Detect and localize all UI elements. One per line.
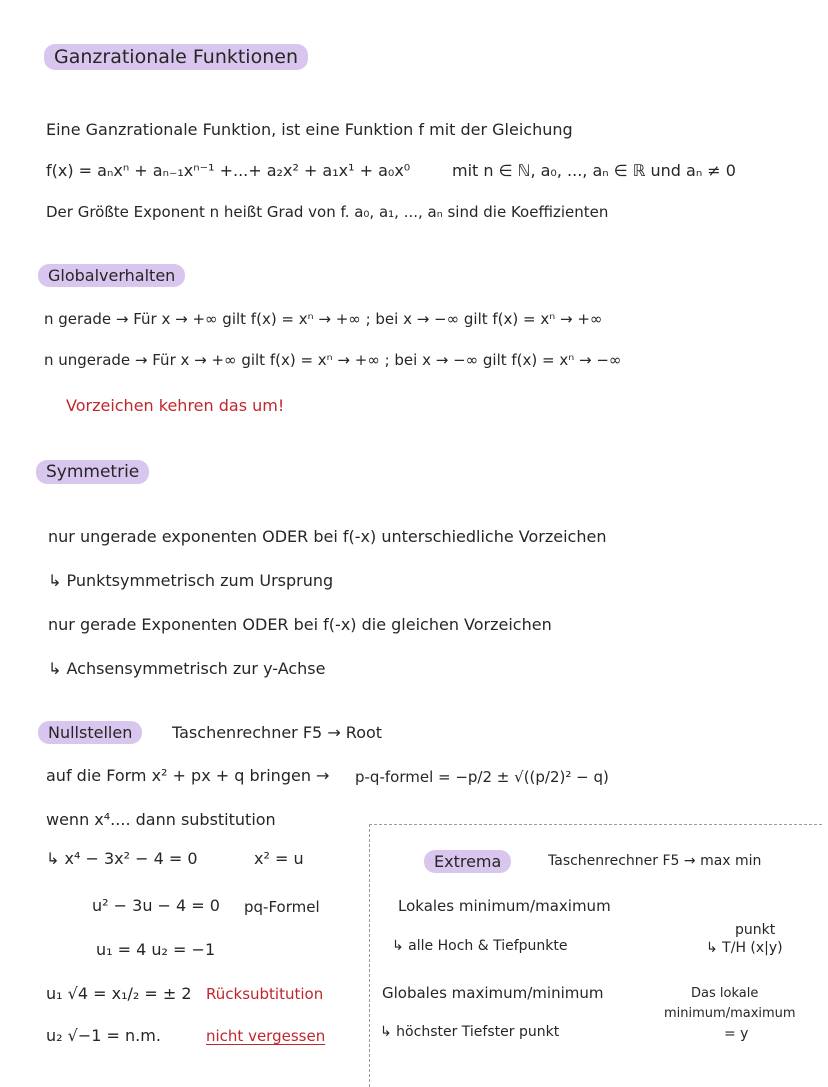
formula-condition: mit n ∈ ℕ, a₀, ..., aₙ ∈ ℝ und aₙ ≠ 0 xyxy=(452,161,736,180)
sign-note: Vorzeichen kehren das um! xyxy=(66,396,285,415)
global-odd-line: n ungerade → Für x → +∞ gilt f(x) = xⁿ → +∞ ; bei x → −∞ gilt f(x) = xⁿ → −∞ xyxy=(44,351,622,369)
extrema-heading: Extrema xyxy=(424,850,511,873)
zeros-reminder-note: nicht vergessen xyxy=(206,1027,326,1045)
zeros-roots: u₁ = 4 u₂ = −1 xyxy=(96,940,216,959)
intro-text: Eine Ganzrationale Funktion, ist eine Funktion f mit der Gleichung xyxy=(46,120,573,139)
page-title: Ganzrationale Funktionen xyxy=(44,44,308,70)
zeros-equation: ↳ x⁴ − 3x² − 4 = 0 xyxy=(46,849,198,868)
zeros-substitution: wenn x⁴.... dann substitution xyxy=(46,810,276,829)
degree-text: Der Größte Exponent n heißt Grad von f. a₀, a₁, ..., aₙ sind die Koeffizienten xyxy=(46,203,609,221)
zeros-back-substitution-2: u₂ √−1 = n.m. xyxy=(46,1026,161,1045)
zeros-heading: Nullstellen xyxy=(38,721,142,744)
zeros-equation-u: u² − 3u − 4 = 0 xyxy=(92,896,220,915)
zeros-form: auf die Form x² + px + q bringen → xyxy=(46,766,330,785)
zeros-back-substitution-note: Rücksubtitution xyxy=(206,985,324,1003)
extrema-local: Lokales minimum/maximum xyxy=(398,897,611,915)
symmetry-point-result: ↳ Punktsymmetrisch zum Ursprung xyxy=(48,571,334,590)
general-formula: f(x) = aₙxⁿ + aₙ₋₁xⁿ⁻¹ +...+ a₂x² + a₁x¹ + a₀x⁰ xyxy=(46,161,411,180)
zeros-calculator: Taschenrechner F5 → Root xyxy=(172,723,383,742)
global-even-line: n gerade → Für x → +∞ gilt f(x) = xⁿ → +∞ ; bei x → −∞ gilt f(x) = xⁿ → +∞ xyxy=(44,310,603,328)
extrema-global: Globales maximum/minimum xyxy=(382,984,604,1002)
extrema-point-value: ↳ T/H (x|y) xyxy=(706,940,783,956)
extrema-calculator: Taschenrechner F5 → max min xyxy=(548,853,762,869)
symmetry-axis-result: ↳ Achsensymmetrisch zur y-Achse xyxy=(48,659,326,678)
global-behaviour-heading: Globalverhalten xyxy=(38,264,185,287)
symmetry-odd-rule: nur ungerade exponenten ODER bei f(-x) unterschiedliche Vorzeichen xyxy=(48,527,607,546)
extrema-note-line3: = y xyxy=(724,1026,749,1042)
extrema-note-line1: Das lokale xyxy=(691,986,759,1001)
zeros-back-substitution-1: u₁ √4 = x₁/₂ = ± 2 xyxy=(46,984,192,1003)
extrema-local-points: ↳ alle Hoch & Tiefpunkte xyxy=(392,938,568,954)
pq-formula: p-q-formel = −p/2 ± √((p/2)² − q) xyxy=(355,768,609,786)
zeros-substitute: x² = u xyxy=(254,849,304,868)
symmetry-heading: Symmetrie xyxy=(36,460,149,484)
symmetry-even-rule: nur gerade Exponenten ODER bei f(-x) die gleichen Vorzeichen xyxy=(48,615,552,634)
extrema-note-line2: minimum/maximum xyxy=(664,1006,796,1021)
zeros-pq-label: pq-Formel xyxy=(244,898,320,916)
extrema-global-points: ↳ höchster Tiefster punkt xyxy=(380,1024,560,1040)
extrema-point-label: punkt xyxy=(735,922,776,938)
